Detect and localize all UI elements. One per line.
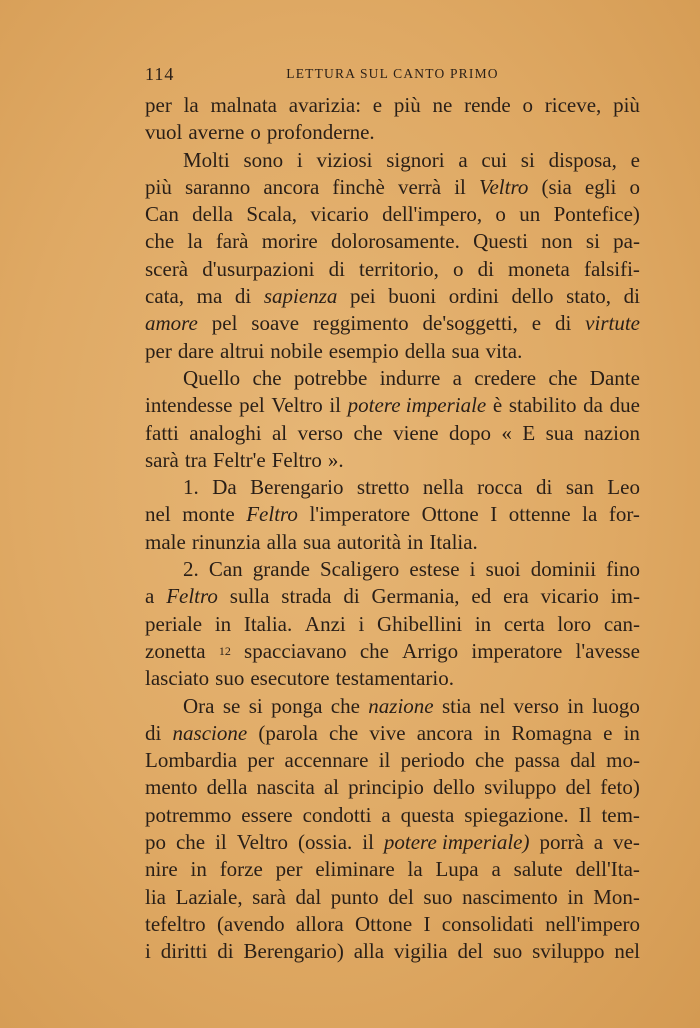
running-title: LETTURA SUL CANTO PRIMO: [286, 66, 499, 81]
text-line: lasciato suo esecutore testamentario.: [145, 666, 454, 691]
text-line: Ora se si ponga che nazione stia nel verso in luogo: [183, 693, 640, 718]
text-line: scerà d'usurpazioni di territorio, o di moneta falsifi-: [145, 256, 640, 281]
text-line: fatti analoghi al verso che viene dopo « E sua nazion: [145, 420, 640, 445]
text-line: 1. Da Berengario stretto nella rocca di san Leo: [183, 475, 640, 500]
text-line: Quello che potrebbe indurre a credere che Dante: [183, 365, 640, 390]
text-line: lia Laziale, sarà dal punto del suo nascimento in Mon-: [145, 884, 640, 909]
page-number: 114: [145, 64, 175, 84]
text-line: tefeltro (avendo allora Ottone I consolidati nell'impero: [145, 911, 640, 936]
text-line: che la farà morire dolorosamente. Questi non si pa-: [145, 229, 640, 254]
text-line: Can della Scala, vicario dell'impero, o un Pontefice): [145, 202, 640, 227]
text-line: 2. Can grande Scaligero estese i suoi dominii fino: [183, 557, 640, 582]
text-line: zonetta 12 spacciavano che Arrigo imperatore l'avesse: [145, 638, 640, 665]
text-line: di nascione (parola che vive ancora in Romagna e in: [145, 720, 640, 745]
text-line: i diritti di Berengario) alla vigilia del suo sviluppo nel: [145, 939, 640, 964]
body-text: [145, 92, 640, 966]
text-line: a Feltro sulla strada di Germania, ed era vicario im-: [145, 584, 640, 609]
text-line: amore pel soave reggimento de'soggetti, e di virtute: [145, 311, 640, 336]
text-line: per la malnata avarizia: e più ne rende o riceve, più: [145, 93, 640, 117]
text-line: per dare altrui nobile esempio della sua vita.: [145, 338, 523, 363]
footnote-marker: 12: [218, 643, 231, 658]
text-line: Lombardia per accennare il periodo che passa dal mo-: [145, 748, 640, 773]
text-line: Molti sono i viziosi signori a cui si disposa, e: [183, 147, 640, 172]
text-line: più saranno ancora finchè verrà il Veltro (sia egli o: [145, 174, 640, 199]
text-line: intendesse pel Veltro il potere imperiale è stabilito da due: [145, 393, 640, 418]
running-head: [145, 64, 640, 86]
text-line: sarà tra Feltr'e Feltro ».: [145, 447, 344, 472]
text-line: cata, ma di sapienza pei buoni ordini dello stato, di: [145, 284, 640, 309]
text-line: potremmo essere condotti a questa spiegazione. Il tem-: [145, 802, 640, 827]
text-line: mento della nascita al principio dello sviluppo del feto): [145, 775, 640, 800]
text-line: male rinunzia alla sua autorità in Italia.: [145, 529, 478, 554]
text-line: po che il Veltro (ossia. il potere imperiale) porrà a ve-: [145, 830, 640, 855]
text-line: nel monte Feltro l'imperatore Ottone I ottenne la for-: [145, 502, 640, 527]
text-line: periale in Italia. Anzi i Ghibellini in certa loro can-: [145, 611, 640, 636]
text-line: vuol averne o profonderne.: [145, 120, 375, 145]
text-line: nire in forze per eliminare la Lupa a salute dell'Ita-: [145, 857, 640, 882]
